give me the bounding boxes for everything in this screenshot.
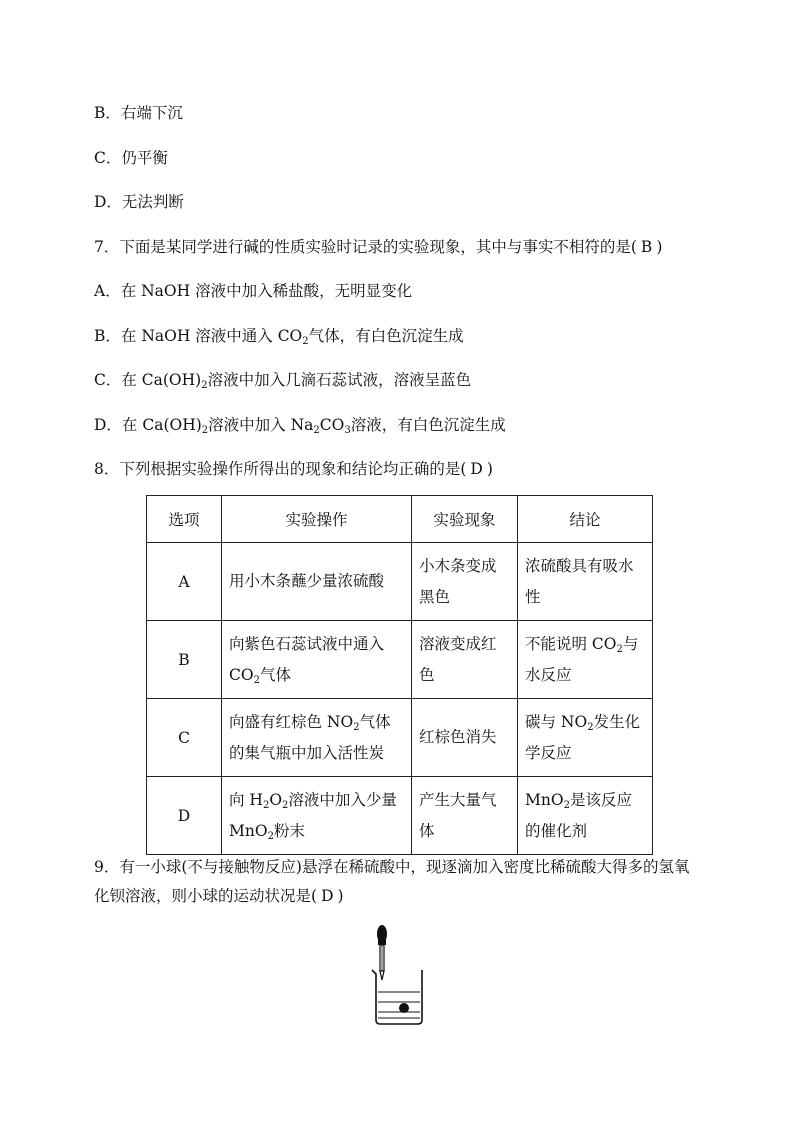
q7-d-sub2: 2 xyxy=(313,425,320,436)
row-a-phenomenon xyxy=(412,543,518,621)
row-c-op-sub: 2 xyxy=(353,721,360,733)
q7-c-pre: C．在 Ca(OH) xyxy=(94,371,202,389)
table-row xyxy=(147,543,653,621)
q8-close: ) xyxy=(486,460,493,478)
row-d-op-sub3: 2 xyxy=(267,830,274,842)
row-d-operation xyxy=(222,777,412,855)
row-b-operation xyxy=(222,621,412,699)
q9-answer: D xyxy=(321,887,334,905)
row-d-conclusion xyxy=(518,777,653,855)
row-b-conclusion-text xyxy=(519,629,651,691)
option-d-prev: D．无法判断 xyxy=(94,193,184,211)
row-c-operation-text xyxy=(223,707,410,769)
row-c-option: C xyxy=(147,699,222,777)
q9-line1: 9．有一小球(不与接触物反应)悬浮在稀硫酸中，现逐滴加入密度比稀硫酸大得多的氢氧 xyxy=(94,858,690,876)
row-d-concl-post: 是该反应的催化剂 xyxy=(525,790,632,840)
row-d-phenomenon-text: 产生大量气体 xyxy=(419,790,497,840)
q7-d-sub1: 2 xyxy=(201,425,209,436)
table-row xyxy=(147,699,653,777)
q7-b-post: 气体，有白色沉淀生成 xyxy=(308,327,464,345)
q9-line2 xyxy=(94,884,344,906)
row-d-phenomenon xyxy=(412,777,518,855)
q7-d-pre: D．在 Ca(OH) xyxy=(94,416,202,434)
row-b-concl-pre: 不能说明 CO xyxy=(525,634,617,653)
row-b-operation-text xyxy=(223,629,410,691)
row-c-phenomenon-text: 红棕色消失 xyxy=(419,728,497,746)
row-d-concl-sub: 2 xyxy=(563,799,570,811)
q7-option-c xyxy=(94,368,471,390)
row-a-conclusion-text: 浓硫酸具有吸水性 xyxy=(525,556,634,606)
q7-d-sub3: 3 xyxy=(344,425,351,436)
row-b-conclusion xyxy=(518,621,653,699)
q7-d-mid2: CO xyxy=(319,416,345,434)
row-c-operation xyxy=(222,699,412,777)
header-operation: 实验操作 xyxy=(222,496,412,543)
row-a-operation-text: 用小木条蘸少量浓硫酸 xyxy=(229,572,385,590)
q9-close: ) xyxy=(337,887,344,905)
row-d-op-pre: 向 H xyxy=(229,790,263,809)
row-d-conclusion-text xyxy=(519,785,651,847)
experiment-table xyxy=(146,495,653,855)
q7-c-sub: 2 xyxy=(201,380,208,391)
row-c-op-post: 气体的集气瓶中加入活性炭 xyxy=(229,712,391,762)
row-b-phenomenon-text: 溶液变成红色 xyxy=(419,634,497,684)
beaker-icon xyxy=(372,970,422,1024)
row-d-operation-text xyxy=(223,785,410,847)
q7-d-mid1: 溶液中加入 Na xyxy=(208,416,314,434)
row-c-concl-pre: 碳与 NO xyxy=(525,712,588,731)
row-b-option: B xyxy=(147,621,222,699)
row-d-op-end: 粉末 xyxy=(273,821,305,840)
q7-b-pre: B．在 NaOH 溶液中通入 CO xyxy=(94,327,303,345)
q7-d-post: 溶液，有白色沉淀生成 xyxy=(350,416,506,434)
row-b-concl-sub: 2 xyxy=(616,643,623,655)
option-c-prev: C．仍平衡 xyxy=(94,149,168,167)
table-row xyxy=(147,621,653,699)
q8-stem-text: 8．下列根据实验操作所得出的现象和结论均正确的是( xyxy=(94,460,467,478)
q7-option-b xyxy=(94,324,464,346)
q8-stem xyxy=(94,457,493,479)
row-b-op-sub: 2 xyxy=(253,674,260,686)
row-d-op-sub2: 2 xyxy=(282,799,289,811)
header-conclusion: 结论 xyxy=(518,496,653,543)
dropper-icon xyxy=(377,925,387,980)
row-b-op-pre: 向紫色石蕊试液中通入 CO xyxy=(229,634,385,684)
q7-stem-text: 7．下面是某同学进行碱的性质实验时记录的实验现象，其中与事实不相符的是( xyxy=(94,238,637,256)
row-a-operation xyxy=(222,543,412,621)
row-c-concl-post: 发生化学反应 xyxy=(525,712,641,762)
option-b-prev: B．右端下沉 xyxy=(94,104,183,122)
table-row xyxy=(147,777,653,855)
q7-stem xyxy=(94,235,662,257)
row-c-phenomenon xyxy=(412,699,518,777)
row-c-op-pre: 向盛有红棕色 NO xyxy=(229,712,354,731)
row-a-phenomenon-text: 小木条变成黑色 xyxy=(419,556,497,606)
q7-answer: B xyxy=(640,238,653,256)
row-d-option: D xyxy=(147,777,222,855)
q7-option-a: A．在 NaOH 溶液中加入稀盐酸，无明显变化 xyxy=(94,282,413,300)
header-phenomenon: 实验现象 xyxy=(412,496,518,543)
row-d-concl-pre: MnO xyxy=(525,790,564,809)
row-a-conclusion xyxy=(518,543,653,621)
q7-c-post: 溶液中加入几滴石蕊试液，溶液呈蓝色 xyxy=(207,371,472,389)
row-c-conclusion-text xyxy=(519,707,651,769)
header-option: 选项 xyxy=(147,496,222,543)
row-a-option: A xyxy=(147,543,222,621)
q9-line2-text: 化钡溶液，则小球的运动状况是( xyxy=(94,887,318,905)
row-d-op-mid: O xyxy=(269,790,283,809)
row-b-op-post: 气体 xyxy=(259,665,291,684)
q8-answer: D xyxy=(470,460,483,478)
row-d-op-post: 溶液中加入少量 MnO xyxy=(229,790,397,840)
ball-icon xyxy=(399,1003,409,1013)
row-c-conclusion xyxy=(518,699,653,777)
beaker-dropper-figure xyxy=(366,920,430,1030)
q7-b-sub: 2 xyxy=(302,336,309,347)
q7-option-d xyxy=(94,413,506,435)
table-header-row xyxy=(147,496,653,543)
row-b-phenomenon xyxy=(412,621,518,699)
row-b-concl-post: 与水反应 xyxy=(525,634,639,684)
row-c-concl-sub: 2 xyxy=(587,721,594,733)
row-d-op-sub1: 2 xyxy=(262,799,270,811)
q7-close: ) xyxy=(656,238,663,256)
